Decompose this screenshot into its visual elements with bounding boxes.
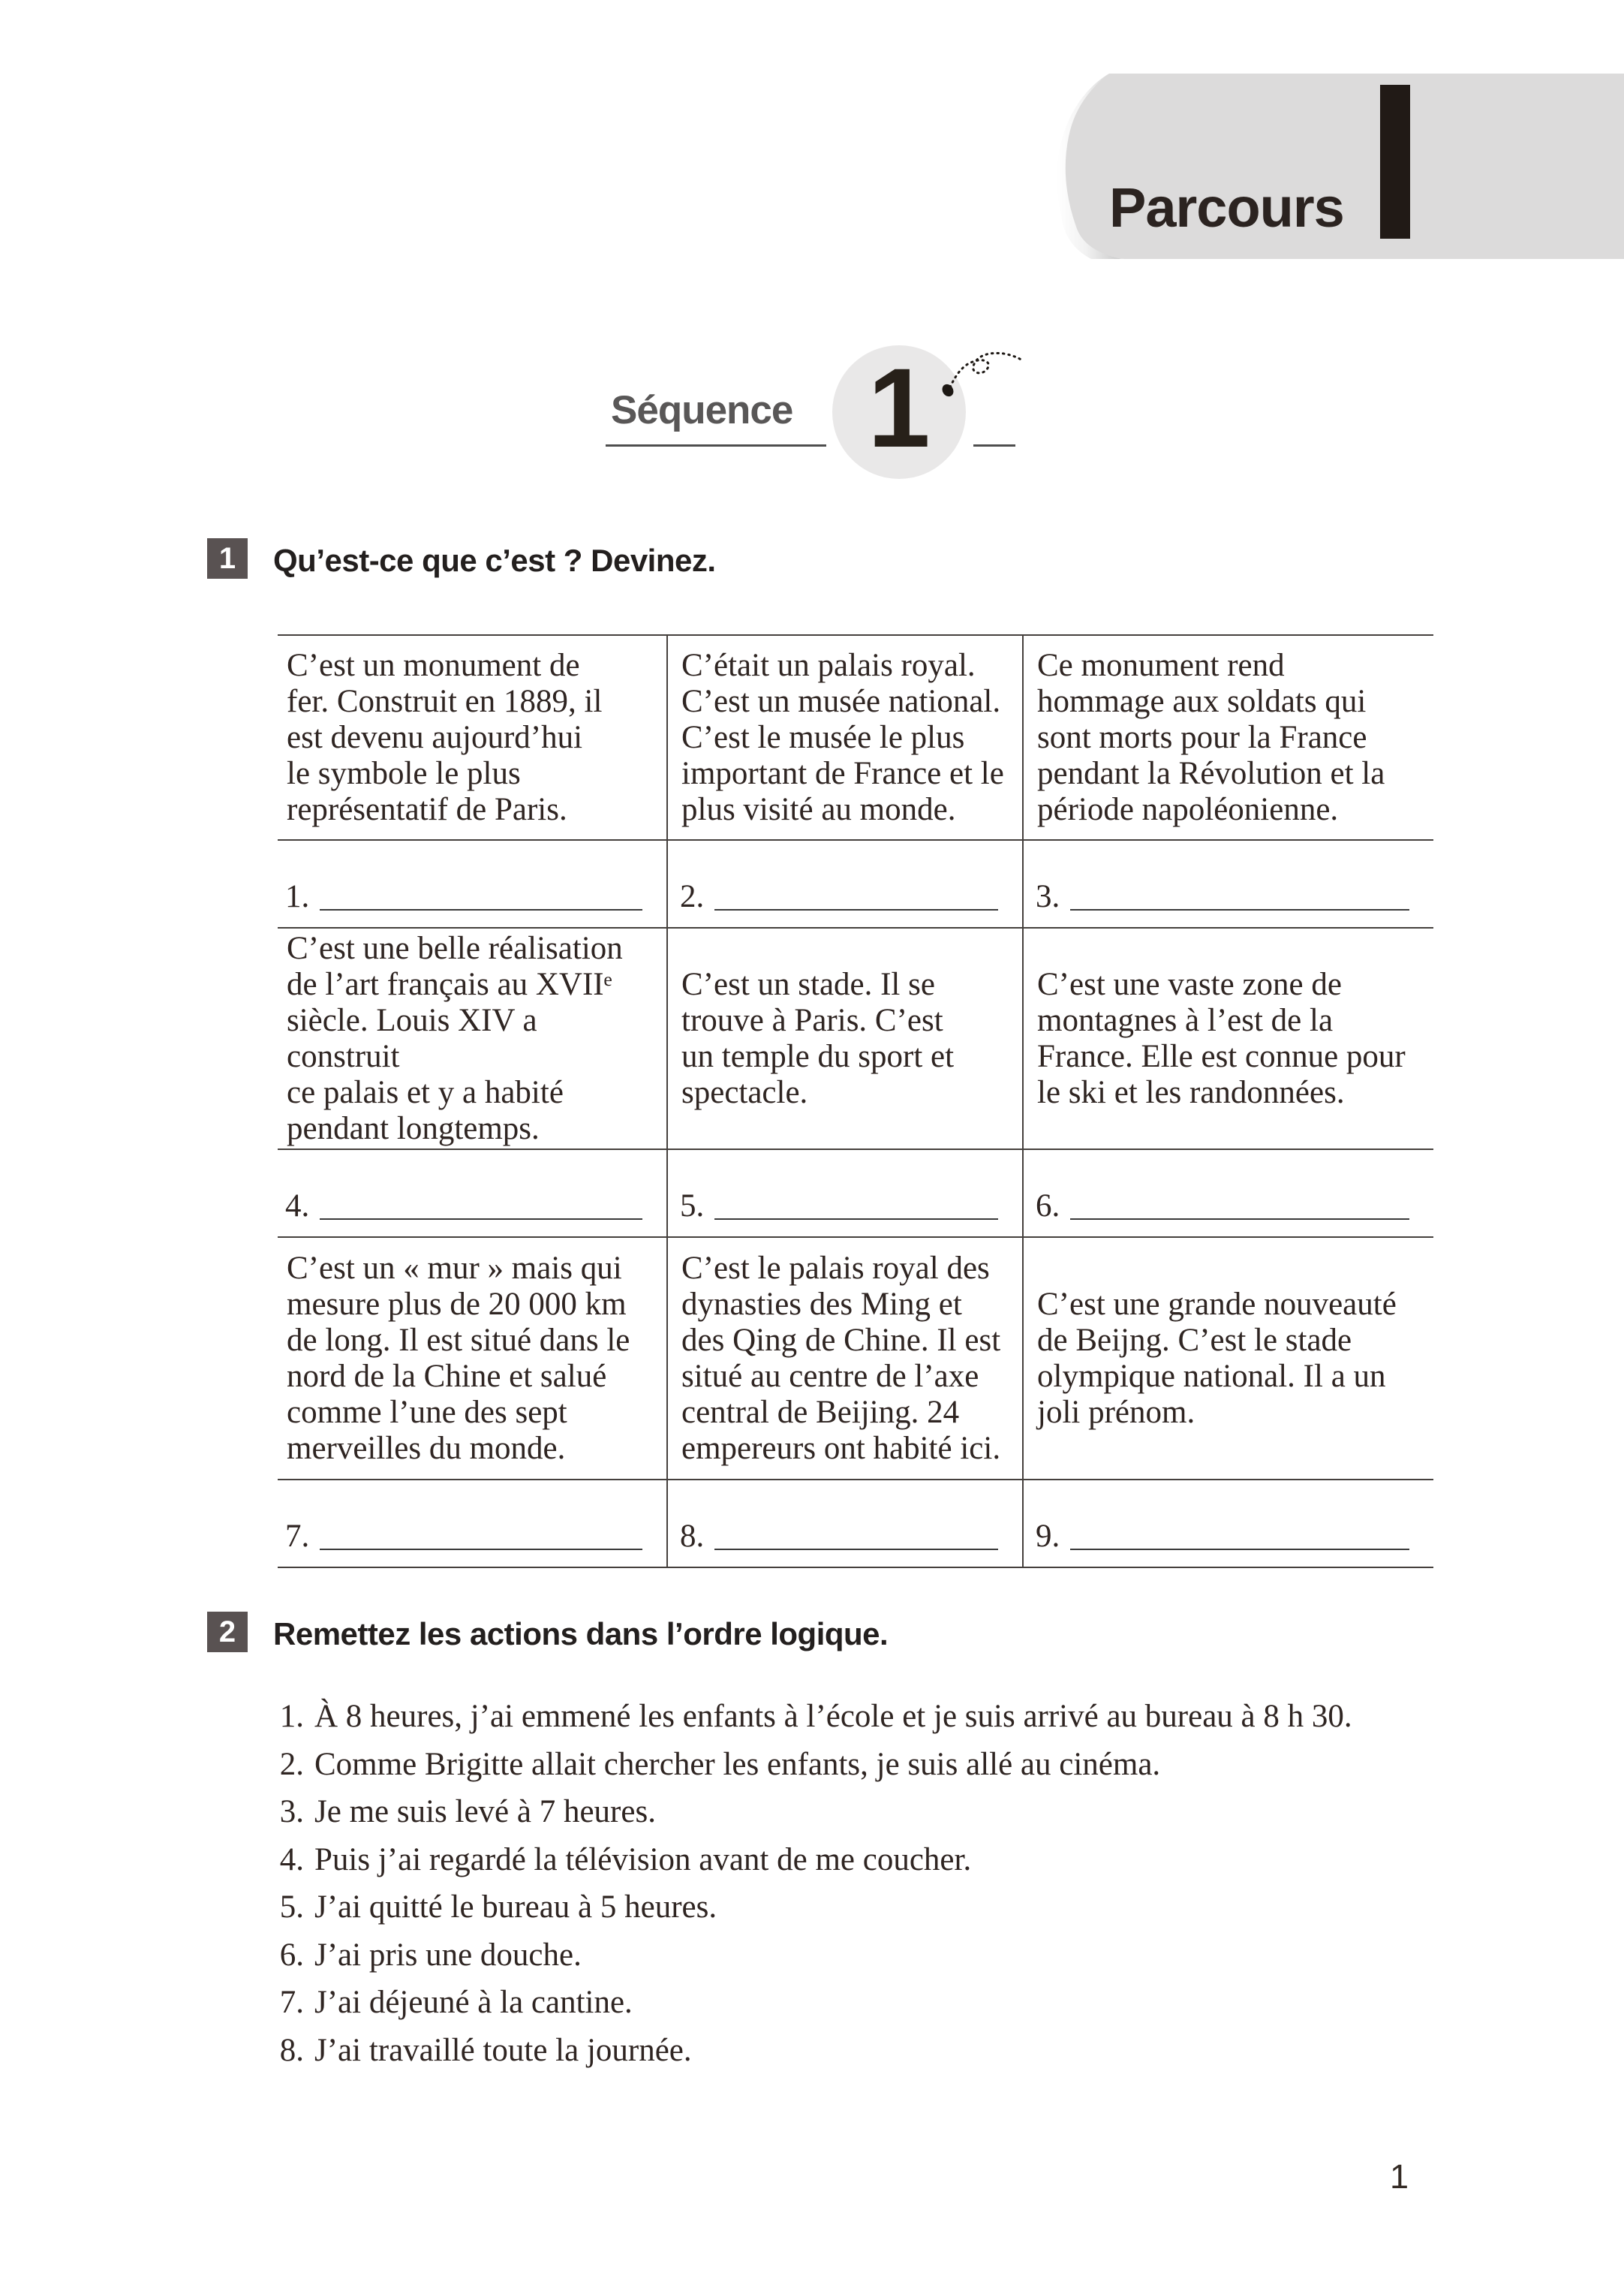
answer-blank-line [714,1211,998,1220]
item-text: Puis j’ai regardé la télévision avant de me coucher. [314,1841,972,1877]
description-line: C’est le palais royal des [681,1250,990,1286]
description-cell-8 [666,1238,1022,1480]
item-text: J’ai pris une douche. [314,1937,582,1973]
description-line: spectacle. [681,1074,808,1110]
answer-cell-6 [1022,1150,1433,1238]
description-cell-9 [1022,1238,1433,1480]
description-line: C’est un stade. Il se [681,966,935,1002]
description-line: central de Beijing. 24 [681,1394,960,1430]
answer-cell-5 [666,1150,1022,1238]
answer-number: 2. [680,879,705,914]
description-line: sont morts pour la France [1037,719,1367,755]
exercise1-title: Qu’est-ce que c’est ? Devinez. [273,543,716,578]
description-line: de long. Il est situé dans le [287,1322,630,1358]
answer-blank-line [320,1211,642,1220]
exercise2-number: 2 [218,1615,236,1648]
answer-number: 4. [285,1188,310,1224]
item-number: 6. [279,1937,304,1973]
description-line: trouve à Paris. C’est [681,1002,943,1038]
description-line: C’est une belle réalisation [287,930,623,966]
description-line: le ski et les randonnées. [1037,1074,1345,1110]
answer-blank-line [1070,1541,1409,1550]
description-line: comme l’une des sept [287,1394,567,1430]
doodle-scribble-icon [931,338,1036,409]
description-line: montagnes à l’est de la [1037,1002,1334,1038]
guess-table [278,634,1433,1568]
description-line: C’est un musée national. [681,683,1001,719]
item-text: À 8 heures, j’ai emmené les enfants à l’école et je suis arrivé au bureau à 8 h 30. [314,1699,1352,1734]
chapter-title: Parcours [1109,176,1344,239]
description-line: dynasties des Ming et [681,1286,962,1322]
description-line: C’était un palais royal. [681,647,976,683]
answer-cell-4 [278,1150,666,1238]
list-item [271,2032,1442,2080]
item-number: 7. [279,1985,304,2020]
item-number: 8. [279,2032,304,2068]
item-text: J’ai déjeuné à la cantine. [314,1985,633,2020]
item-text: J’ai travaillé toute la journée. [314,2032,692,2068]
description-line: empereurs ont habité ici. [681,1430,1001,1466]
answer-number: 1. [285,879,310,914]
description-line: joli prénom. [1037,1394,1195,1430]
exercise1-number: 1 [218,541,236,575]
description-line: de Beijng. C’est le stade [1037,1322,1352,1358]
description-line: C’est une vaste zone de [1037,966,1342,1002]
description-line: de l’art français au XVIIᵉ [287,966,612,1002]
answer-number: 6. [1036,1188,1060,1224]
item-text: Je me suis levé à 7 heures. [314,1794,656,1829]
description-line: mesure plus de 20 000 km [287,1286,627,1322]
list-item [271,1984,1442,2032]
answer-number: 3. [1036,879,1060,914]
description-line: fer. Construit en 1889, il [287,683,603,719]
page-number: 1 [1390,2157,1409,2196]
description-line: le symbole le plus [287,755,521,791]
chapter-bar [1380,85,1410,239]
item-text: Comme Brigitte allait chercher les enfants, je suis allé au cinéma. [314,1746,1161,1782]
list-item [271,1937,1442,1985]
description-line: des Qing de Chine. Il est [681,1322,1001,1358]
description-cell-1 [278,636,666,841]
answer-cell-1 [278,841,666,929]
description-cell-6 [1022,929,1433,1150]
answer-number: 8. [680,1519,705,1554]
description-line: situé au centre de l’axe [681,1358,979,1394]
exercise2-title: Remettez les actions dans l’ordre logique. [273,1616,889,1651]
description-cell-2 [666,636,1022,841]
answer-cell-3 [1022,841,1433,929]
description-cell-5 [666,929,1022,1150]
sequence-number: 1 [868,345,931,471]
description-line: Ce monument rend [1037,647,1285,683]
description-line: merveilles du monde. [287,1430,566,1466]
item-number: 4. [279,1841,304,1877]
description-line: représentatif de Paris. [287,791,567,827]
description-line: important de France et le [681,755,1004,791]
list-item [271,1841,1442,1889]
description-line: siècle. Louis XIV a construit [287,1002,537,1074]
description-line: plus visité au monde. [681,791,956,827]
sequence-underline-left [606,444,826,447]
description-line: pendant longtemps. [287,1110,540,1146]
description-line: C’est un « mur » mais qui [287,1250,622,1286]
answer-cell-2 [666,841,1022,929]
list-item [271,1793,1442,1841]
description-line: hommage aux soldats qui [1037,683,1367,719]
description-line: France. Elle est connue pour [1037,1038,1406,1074]
answer-blank-line [714,1541,998,1550]
item-text: J’ai quitté le bureau à 5 heures. [314,1889,717,1925]
answer-blank-line [1070,902,1409,911]
actions-list [271,1698,1442,2079]
item-number: 1. [279,1699,304,1734]
description-line: un temple du sport et [681,1038,955,1074]
description-line: C’est le musée le plus [681,719,965,755]
list-item [271,1889,1442,1937]
sequence-underline-right [973,444,1015,447]
answer-blank-line [714,902,998,911]
description-cell-7 [278,1238,666,1480]
description-cell-4 [278,929,666,1150]
list-item [271,1698,1442,1746]
description-cell-3 [1022,636,1433,841]
item-number: 2. [279,1746,304,1782]
description-line: période napoléonienne. [1037,791,1339,827]
description-line: est devenu aujourd’hui [287,719,583,755]
answer-number: 5. [680,1188,705,1224]
description-line: C’est un monument de [287,647,580,683]
description-line: nord de la Chine et salué [287,1358,607,1394]
item-number: 3. [279,1794,304,1829]
answer-number: 9. [1036,1519,1060,1554]
description-line: olympique national. Il a un [1037,1358,1386,1394]
list-item [271,1746,1442,1794]
answer-blank-line [1070,1211,1409,1220]
item-number: 5. [279,1889,304,1925]
answer-cell-9 [1022,1480,1433,1568]
description-line: ce palais et y a habité [287,1074,564,1110]
answer-blank-line [320,902,642,911]
description-line: pendant la Révolution et la [1037,755,1385,791]
answer-cell-7 [278,1480,666,1568]
answer-number: 7. [285,1519,310,1554]
sequence-label: Séquence [611,388,793,432]
answer-blank-line [320,1541,642,1550]
exercise1-badge [207,538,248,579]
answer-cell-8 [666,1480,1022,1568]
description-line: C’est une grande nouveauté [1037,1286,1397,1322]
exercise2-badge [207,1612,248,1652]
